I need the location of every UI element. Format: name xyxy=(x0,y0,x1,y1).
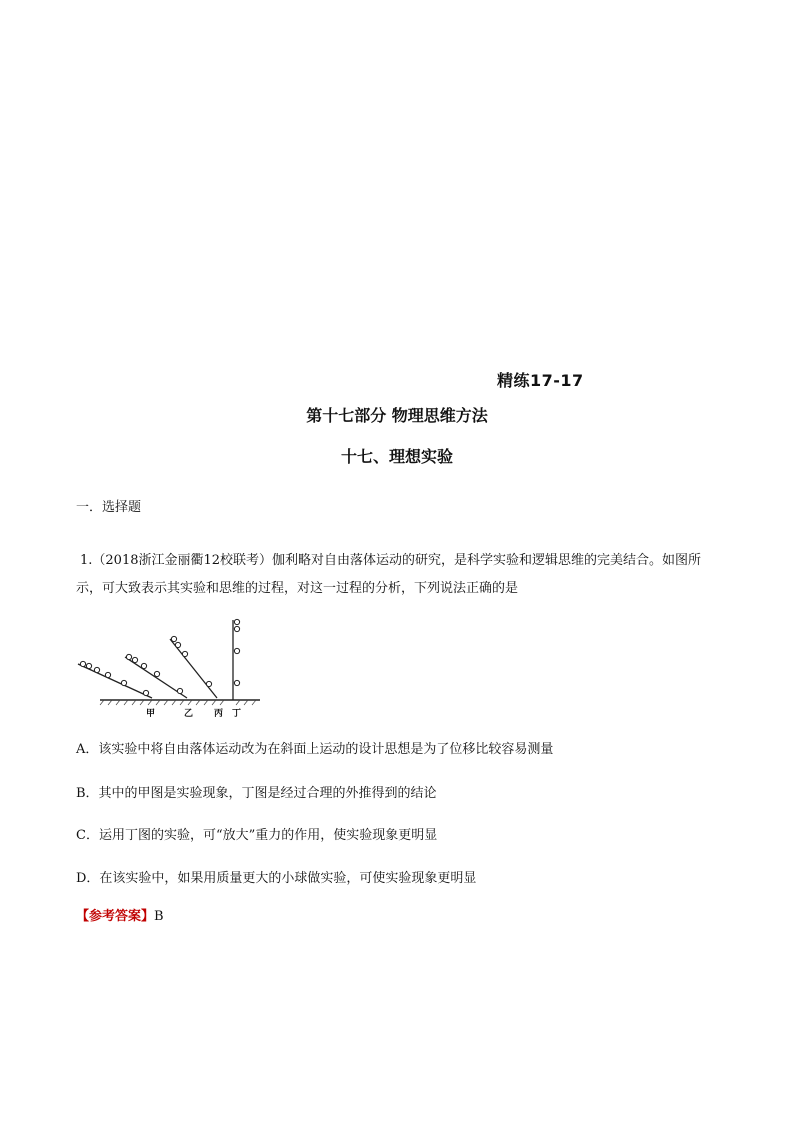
balls-ding xyxy=(234,619,239,685)
question-type-heading: 一．选择题 xyxy=(76,500,142,515)
part-title: 第十七部分 物理思维方法 xyxy=(306,406,488,425)
balls-yi xyxy=(126,654,182,693)
exercise-code: 精练17-17 xyxy=(497,371,584,390)
answer-value: B xyxy=(154,909,164,924)
reference-answer xyxy=(76,905,164,924)
label-yi: 乙 xyxy=(184,709,194,719)
label-jia: 甲 xyxy=(146,709,156,719)
label-bing: 丙 xyxy=(214,709,224,719)
incline-jia xyxy=(78,664,152,698)
option-d: D．在该实验中，如果用质量更大的小球做实验，可使实验现象更明显 xyxy=(76,871,477,886)
option-c: C．运用丁图的实验，可“放大”重力的作用，使实验现象更明显 xyxy=(76,828,438,843)
label-ding: 丁 xyxy=(232,709,242,719)
incline-experiment-figure xyxy=(70,612,270,722)
option-a: A．该实验中将自由落体运动改为在斜面上运动的设计思想是为了位移比较容易测量 xyxy=(76,742,554,757)
balls-bing xyxy=(171,636,211,686)
answer-label: 【参考答案】 xyxy=(76,909,155,924)
section-title: 十七、理想实验 xyxy=(340,447,453,466)
option-b: B．其中的甲图是实验现象，丁图是经过合理的外推得到的结论 xyxy=(76,786,437,801)
question-stem: 1.（2018浙江金丽衢12校联考）伽利略对自由落体运动的研究，是科学实验和逻辑思维的完美结合。如图所示，可大致表示其实验和思维的过程，对这一过程的分析，下列说法正确的是 xyxy=(76,553,702,596)
